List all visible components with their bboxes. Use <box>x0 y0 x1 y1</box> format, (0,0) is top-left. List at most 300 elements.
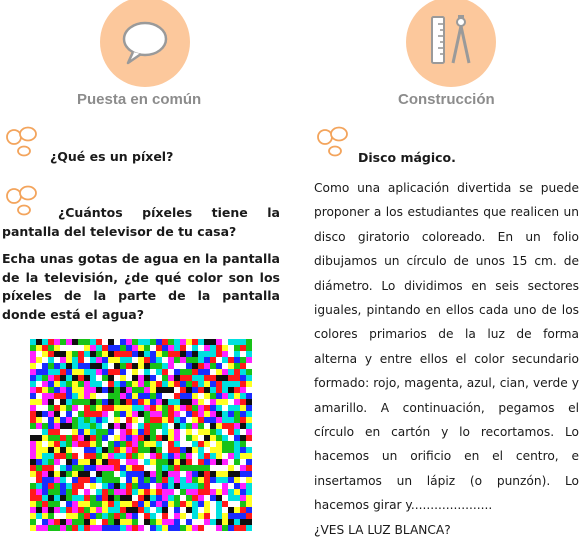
pixel-cell <box>48 387 54 393</box>
pixel-cell <box>66 345 72 351</box>
pixel-cell <box>234 495 240 501</box>
pixel-cell <box>204 423 210 429</box>
pixel-cell <box>30 495 36 501</box>
pixel-cell <box>96 417 102 423</box>
pixel-cell <box>240 441 246 447</box>
pixel-cell <box>90 453 96 459</box>
pixel-cell <box>246 357 252 363</box>
pixel-cell <box>144 435 150 441</box>
pixel-cell <box>174 453 180 459</box>
pixel-cell <box>36 417 42 423</box>
pixel-cell <box>138 423 144 429</box>
pixel-cell <box>36 423 42 429</box>
pixel-cell <box>222 477 228 483</box>
pixel-cell <box>228 453 234 459</box>
pixel-cell <box>60 363 66 369</box>
pixel-cell <box>228 447 234 453</box>
pixel-cell <box>102 351 108 357</box>
pixel-cell <box>120 459 126 465</box>
pixel-cell <box>30 363 36 369</box>
pixel-cell <box>78 519 84 525</box>
pixel-cell <box>90 387 96 393</box>
pixel-cell <box>216 351 222 357</box>
pixel-cell <box>186 471 192 477</box>
pixel-cell <box>132 345 138 351</box>
pixel-cell <box>222 471 228 477</box>
pixel-cell <box>240 339 246 345</box>
pixel-cell <box>222 519 228 525</box>
pixel-cell <box>210 483 216 489</box>
pixel-cell <box>72 369 78 375</box>
pixel-cell <box>78 453 84 459</box>
pixel-cell <box>156 405 162 411</box>
pixel-cell <box>198 429 204 435</box>
pixel-cell <box>54 411 60 417</box>
pixel-cell <box>66 417 72 423</box>
pixel-cell <box>240 495 246 501</box>
pixel-cell <box>48 453 54 459</box>
pixel-cell <box>156 429 162 435</box>
pixel-cell <box>72 519 78 525</box>
pixel-cell <box>222 393 228 399</box>
pixel-cell <box>126 495 132 501</box>
pixel-cell <box>114 453 120 459</box>
pixel-cell <box>174 495 180 501</box>
pixel-cell <box>174 369 180 375</box>
pixel-cell <box>90 513 96 519</box>
pixel-cell <box>54 423 60 429</box>
pixel-cell <box>162 417 168 423</box>
pixel-cell <box>240 357 246 363</box>
pixel-cell <box>78 441 84 447</box>
pixel-cell <box>192 501 198 507</box>
pixel-cell <box>114 375 120 381</box>
pixel-cell <box>60 417 66 423</box>
pixel-cell <box>150 489 156 495</box>
pixel-cell <box>192 339 198 345</box>
pixel-cell <box>120 387 126 393</box>
pixel-cell <box>156 477 162 483</box>
pixel-cell <box>54 429 60 435</box>
pixel-cell <box>126 435 132 441</box>
pixel-cell <box>216 483 222 489</box>
pixel-cell <box>60 357 66 363</box>
pixel-cell <box>180 483 186 489</box>
pixel-cell <box>168 369 174 375</box>
pixel-cell <box>216 471 222 477</box>
pixel-cell <box>72 339 78 345</box>
pixel-cell <box>90 357 96 363</box>
pixel-cell <box>60 519 66 525</box>
pixel-cell <box>102 471 108 477</box>
pixel-cell <box>48 381 54 387</box>
pixel-cell <box>72 411 78 417</box>
pixel-cell <box>156 411 162 417</box>
pixel-cell <box>126 369 132 375</box>
pixel-cell <box>234 345 240 351</box>
pixel-cell <box>90 393 96 399</box>
pixel-cell <box>210 507 216 513</box>
pixel-cell <box>114 351 120 357</box>
pixel-cell <box>96 387 102 393</box>
pixel-cell <box>150 519 156 525</box>
pixel-cell <box>90 417 96 423</box>
pixel-cell <box>240 399 246 405</box>
pixel-cell <box>240 519 246 525</box>
pixel-cell <box>234 363 240 369</box>
pixel-cell <box>84 375 90 381</box>
pixel-cell <box>42 369 48 375</box>
pixel-cell <box>30 435 36 441</box>
pixel-cell <box>156 345 162 351</box>
pixel-cell <box>132 441 138 447</box>
pixel-cell <box>72 405 78 411</box>
pixel-cell <box>78 339 84 345</box>
pixel-cell <box>60 339 66 345</box>
pixel-cell <box>42 351 48 357</box>
pixel-cell <box>96 489 102 495</box>
pixel-cell <box>192 477 198 483</box>
pixel-cell <box>48 477 54 483</box>
pixel-cell <box>216 363 222 369</box>
pixel-cell <box>96 351 102 357</box>
thought-bubble-icon <box>313 124 353 160</box>
pixel-cell <box>66 465 72 471</box>
pixel-cell <box>102 519 108 525</box>
pixel-cell <box>102 525 108 531</box>
pixel-cell <box>90 345 96 351</box>
pixel-cell <box>30 369 36 375</box>
question-pixel: ¿Qué es un píxel? <box>50 149 174 164</box>
pixel-cell <box>102 393 108 399</box>
pixel-cell <box>144 411 150 417</box>
pixel-cell <box>66 459 72 465</box>
pixel-cell <box>198 465 204 471</box>
pixel-cell <box>180 363 186 369</box>
pixel-cell <box>96 447 102 453</box>
pixel-cell <box>228 525 234 531</box>
pixel-cell <box>180 387 186 393</box>
pixel-cell <box>108 459 114 465</box>
pixel-cell <box>186 375 192 381</box>
pixel-cell <box>138 381 144 387</box>
pixel-cell <box>168 471 174 477</box>
pixel-cell <box>90 477 96 483</box>
pixel-cell <box>240 477 246 483</box>
pixel-cell <box>210 387 216 393</box>
pixel-cell <box>78 525 84 531</box>
pixel-cell <box>120 519 126 525</box>
pixel-cell <box>198 417 204 423</box>
pixel-cell <box>114 429 120 435</box>
pixel-cell <box>36 459 42 465</box>
pixel-cell <box>84 489 90 495</box>
pixel-cell <box>246 489 252 495</box>
pixel-cell <box>198 423 204 429</box>
pixel-cell <box>144 393 150 399</box>
pixel-cell <box>234 507 240 513</box>
pixel-cell <box>78 459 84 465</box>
pixel-cell <box>168 339 174 345</box>
pixel-cell <box>126 387 132 393</box>
pixel-cell <box>162 441 168 447</box>
pixel-cell <box>66 447 72 453</box>
pixel-cell <box>246 513 252 519</box>
pixel-cell <box>150 447 156 453</box>
pixel-cell <box>108 513 114 519</box>
pixel-cell <box>222 435 228 441</box>
pixel-cell <box>108 387 114 393</box>
pixel-cell <box>84 381 90 387</box>
pixel-cell <box>222 501 228 507</box>
pixel-cell <box>36 477 42 483</box>
pixel-cell <box>138 435 144 441</box>
pixel-cell <box>246 405 252 411</box>
pixel-cell <box>210 447 216 453</box>
pixel-cell <box>102 387 108 393</box>
pixel-cell <box>84 477 90 483</box>
pixel-cell <box>96 429 102 435</box>
pixel-cell <box>180 471 186 477</box>
pixel-cell <box>54 471 60 477</box>
pixel-cell <box>78 465 84 471</box>
pixel-cell <box>96 501 102 507</box>
pixel-cell <box>240 525 246 531</box>
pixel-cell <box>90 507 96 513</box>
pixel-cell <box>234 483 240 489</box>
pixel-cell <box>132 453 138 459</box>
pixel-cell <box>126 441 132 447</box>
pixel-cell <box>102 357 108 363</box>
pixel-cell <box>144 501 150 507</box>
pixel-cell <box>222 339 228 345</box>
pixel-cell <box>60 429 66 435</box>
pixel-cell <box>90 459 96 465</box>
pixel-cell <box>204 357 210 363</box>
pixel-cell <box>216 465 222 471</box>
pixel-cell <box>42 405 48 411</box>
pixel-cell <box>204 519 210 525</box>
pixel-cell <box>114 507 120 513</box>
pixel-cell <box>90 411 96 417</box>
pixel-cell <box>108 399 114 405</box>
pixel-cell <box>234 429 240 435</box>
pixel-cell <box>108 507 114 513</box>
pixel-cell <box>162 375 168 381</box>
pixel-cell <box>156 375 162 381</box>
pixel-cell <box>42 513 48 519</box>
pixel-cell <box>108 339 114 345</box>
pixel-cell <box>120 483 126 489</box>
pixel-cell <box>96 453 102 459</box>
pixel-cell <box>174 387 180 393</box>
pixel-cell <box>240 345 246 351</box>
pixel-cell <box>126 465 132 471</box>
pixel-cell <box>186 495 192 501</box>
pixel-cell <box>42 429 48 435</box>
pixel-cell <box>216 441 222 447</box>
pixel-cell <box>198 381 204 387</box>
pixel-cell <box>78 363 84 369</box>
pixel-cell <box>180 525 186 531</box>
pixel-cell <box>204 465 210 471</box>
pixel-cell <box>30 405 36 411</box>
pixel-cell <box>228 489 234 495</box>
pixel-cell <box>102 405 108 411</box>
pixel-cell <box>228 495 234 501</box>
pixel-cell <box>66 483 72 489</box>
pixel-cell <box>48 357 54 363</box>
pixel-cell <box>120 429 126 435</box>
pixel-cell <box>228 387 234 393</box>
pixel-cell <box>108 375 114 381</box>
pixel-cell <box>108 369 114 375</box>
pixel-cell <box>144 423 150 429</box>
pixel-cell <box>102 507 108 513</box>
pixel-cell <box>114 471 120 477</box>
pixel-cell <box>192 369 198 375</box>
pixel-cell <box>78 405 84 411</box>
pixel-cell <box>96 471 102 477</box>
pixel-cell <box>96 399 102 405</box>
pixel-cell <box>162 423 168 429</box>
pixel-cell <box>60 471 66 477</box>
pixel-cell <box>114 465 120 471</box>
pixel-cell <box>30 345 36 351</box>
pixel-cell <box>54 363 60 369</box>
pixel-cell <box>48 399 54 405</box>
pixel-cell <box>60 411 66 417</box>
pixel-cell <box>174 513 180 519</box>
pixel-cell <box>156 435 162 441</box>
pixel-cell <box>102 417 108 423</box>
pixel-cell <box>180 453 186 459</box>
pixel-cell <box>168 405 174 411</box>
pixel-cell <box>72 381 78 387</box>
pixel-cell <box>132 405 138 411</box>
pixel-cell <box>126 477 132 483</box>
pixel-cell <box>240 507 246 513</box>
pixel-cell <box>114 357 120 363</box>
pixel-cell <box>102 339 108 345</box>
pixel-cell <box>228 435 234 441</box>
pixel-cell <box>36 489 42 495</box>
pixel-cell <box>72 441 78 447</box>
pixel-cell <box>132 417 138 423</box>
section-title-construccion: Construcción <box>398 91 495 108</box>
pixel-cell <box>144 405 150 411</box>
pixel-cell <box>222 363 228 369</box>
pixel-cell <box>96 375 102 381</box>
pixel-cell <box>150 381 156 387</box>
pixel-cell <box>60 483 66 489</box>
pixel-cell <box>186 441 192 447</box>
pixel-cell <box>174 381 180 387</box>
pixel-cell <box>132 477 138 483</box>
pixel-cell <box>228 441 234 447</box>
pixel-cell <box>36 351 42 357</box>
pixel-cell <box>192 483 198 489</box>
pixel-cell <box>144 513 150 519</box>
pixel-cell <box>234 519 240 525</box>
pixel-cell <box>246 501 252 507</box>
pixel-cell <box>90 441 96 447</box>
pixel-cell <box>84 459 90 465</box>
pixel-cell <box>126 453 132 459</box>
pixel-cell <box>186 429 192 435</box>
pixel-cell <box>102 363 108 369</box>
pixel-cell <box>162 387 168 393</box>
pixel-cell <box>48 393 54 399</box>
pixel-cell <box>42 489 48 495</box>
pixel-cell <box>216 501 222 507</box>
pixel-cell <box>246 417 252 423</box>
pixel-cell <box>30 447 36 453</box>
pixel-cell <box>246 465 252 471</box>
pixel-cell <box>66 435 72 441</box>
pixel-cell <box>180 345 186 351</box>
pixel-cell <box>192 381 198 387</box>
pixel-cell <box>246 345 252 351</box>
pixel-cell <box>204 393 210 399</box>
pixel-cell <box>240 417 246 423</box>
pixel-cell <box>162 429 168 435</box>
pixel-cell <box>36 441 42 447</box>
pixel-cell <box>96 525 102 531</box>
pixel-cell <box>120 411 126 417</box>
pixel-cell <box>186 465 192 471</box>
pixel-cell <box>222 483 228 489</box>
pixel-cell <box>78 495 84 501</box>
pixel-cell <box>156 495 162 501</box>
pixel-cell <box>54 387 60 393</box>
pixel-cell <box>138 459 144 465</box>
pixel-cell <box>246 441 252 447</box>
pixel-cell <box>180 357 186 363</box>
pixel-cell <box>162 501 168 507</box>
pixel-cell <box>102 513 108 519</box>
pixel-cell <box>138 483 144 489</box>
pixel-cell <box>198 345 204 351</box>
pixel-cell <box>228 459 234 465</box>
pixel-cell <box>180 429 186 435</box>
pixel-cell <box>162 519 168 525</box>
pixel-cell <box>216 357 222 363</box>
pixel-cell <box>30 459 36 465</box>
pixel-cell <box>234 459 240 465</box>
pixel-cell <box>144 369 150 375</box>
pixel-cell <box>240 405 246 411</box>
pixel-cell <box>150 483 156 489</box>
pixel-cell <box>234 471 240 477</box>
pixel-cell <box>66 399 72 405</box>
pixel-cell <box>66 369 72 375</box>
pixel-cell <box>30 381 36 387</box>
pixel-cell <box>210 417 216 423</box>
pixel-cell <box>246 381 252 387</box>
pixel-cell <box>66 489 72 495</box>
pixel-cell <box>144 495 150 501</box>
pixel-cell <box>168 453 174 459</box>
pixel-cell <box>72 351 78 357</box>
pixel-cell <box>204 447 210 453</box>
pixel-cell <box>198 519 204 525</box>
pixel-cell <box>204 399 210 405</box>
pixel-cell <box>144 525 150 531</box>
pixel-cell <box>204 417 210 423</box>
pixel-cell <box>204 429 210 435</box>
pixel-cell <box>156 483 162 489</box>
